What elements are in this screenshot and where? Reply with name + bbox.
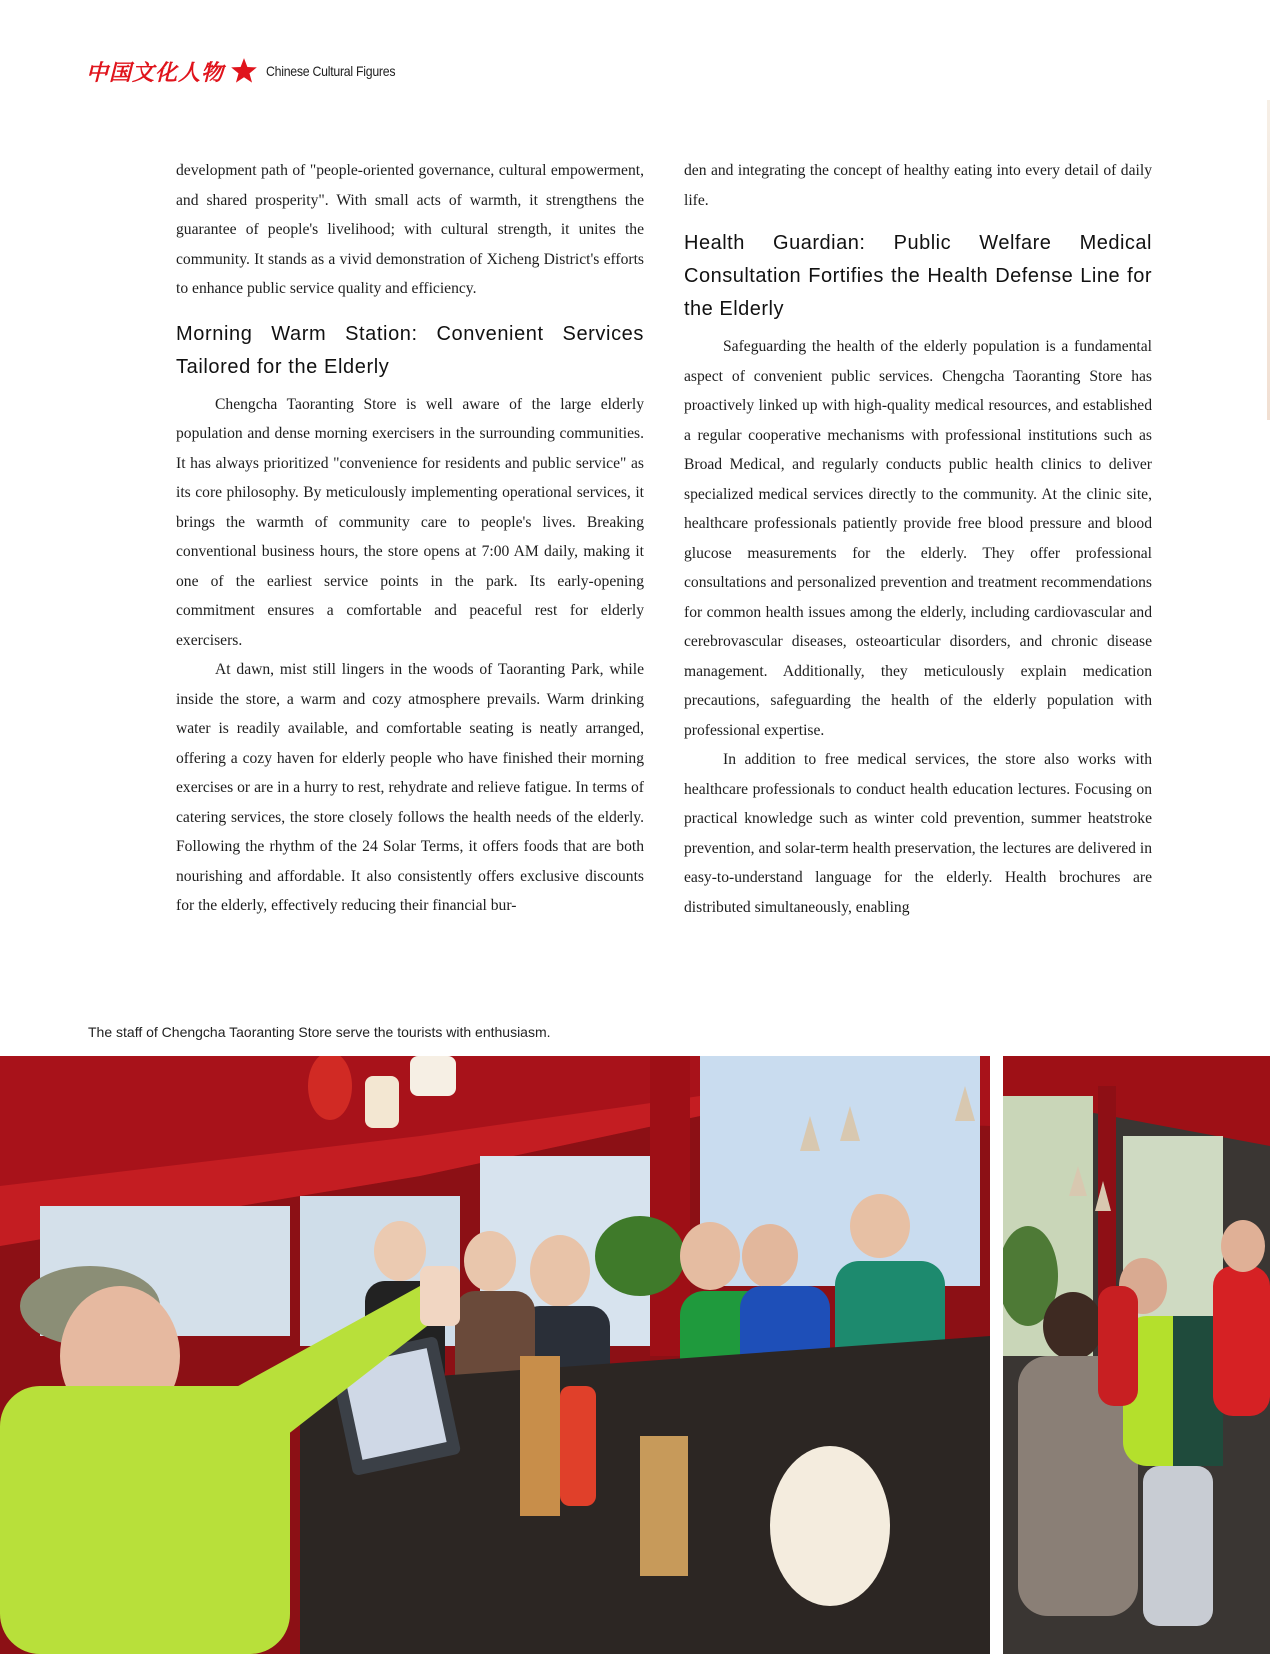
paragraph: At dawn, mist still lingers in the woods of Taoranting Park, while inside the store, a warm and cozy atmosphere prevails. Warm drinking water is readily available, and comfortable seating is neatly arranged, offering a cozy haven for elderly people who have finished their morning exercises or are in a hurry to rest, rehydrate and relieve fatigue. In terms of catering services, the store closely follows the health needs of the elderly. Following the rhythm of the 24 Solar Terms, it offers foods that are both nourishing and affordable. It also consistently offers exclusive discounts for the elderly, effectively reducing their financial bur-	[176, 661, 644, 914]
paragraph: Chengcha Taoranting Store is well aware of the large elderly population and dense morning exercisers in the surrounding communities. It has always prioritized "convenience for residents and public service" as its core philosophy. By meticulously implementing operational services, it brings the warmth of community care to people's lives. Breaking conventional business hours, the store opens at 7:00 AM daily, making it one of the earliest service points in the park. Its early-opening commitment ensures a comfortable and peaceful rest for elderly exercisers.	[176, 395, 644, 649]
paragraph: In addition to free medical services, the store also works with healthcare professionals to conduct health education lectures. Focusing on practical knowledge such as winter cold prevention, summer heatstroke prevention, and solar-term health preservation, the lectures are delivered in easy-to-understand language for the elderly. Health brochures are distributed simultaneously, enabling	[684, 751, 1152, 916]
running-header	[86, 56, 413, 86]
paragraph: Safeguarding the health of the elderly population is a fundamental aspect of convenient public services. Chengcha Taoranting Store has proactively linked up with high-quality medical resources, and established a regular cooperative mechanisms with professional institutions such as Broad Medical, and regularly conducts public health clinics to deliver specialized medical services directly to the community. At the clinic site, healthcare professionals patiently provide free blood pressure and blood glucose measurements for the elderly. They offer professional consultations and personalized prevention and treatment recommendations for common health issues among the elderly, including cardiovascular and cerebrovascular diseases, osteoarticular disorders, and chronic disease management. Additionally, they meticulously explain medication precautions, safeguarding the health of the elderly population with professional expertise.	[684, 338, 1152, 739]
paragraph: development path of "people-oriented governance, cultural empowerment, and shared prosperity". With small acts of warmth, it strengthens the guarantee of people's livelihood; with cultural strength, it unites the community. It stands as a vivid demonstration of Xicheng District's efforts to enhance public service quality and efficiency.	[176, 162, 644, 297]
photo-store-counter	[0, 1056, 990, 1654]
section-heading: Health Guardian: Public Welfare Medical Consultation Fortifies the Health Defense Line for the Elderly	[684, 232, 1152, 320]
photo-queue	[1003, 1056, 1270, 1654]
photo-caption: The staff of Chengcha Taoranting Store serve the tourists with enthusiasm.	[88, 1024, 551, 1040]
right-column	[684, 156, 1152, 922]
section-heading: Morning Warm Station: Convenient Services Tailored for the Elderly	[176, 322, 644, 378]
brand-title-chinese: 中国文化人物	[86, 59, 225, 86]
paragraph: den and integrating the concept of healthy eating into every detail of daily life.	[684, 162, 1152, 209]
left-column	[176, 156, 644, 921]
star-icon	[230, 57, 258, 85]
brand-title-english: Chinese Cultural Figures	[266, 63, 396, 79]
